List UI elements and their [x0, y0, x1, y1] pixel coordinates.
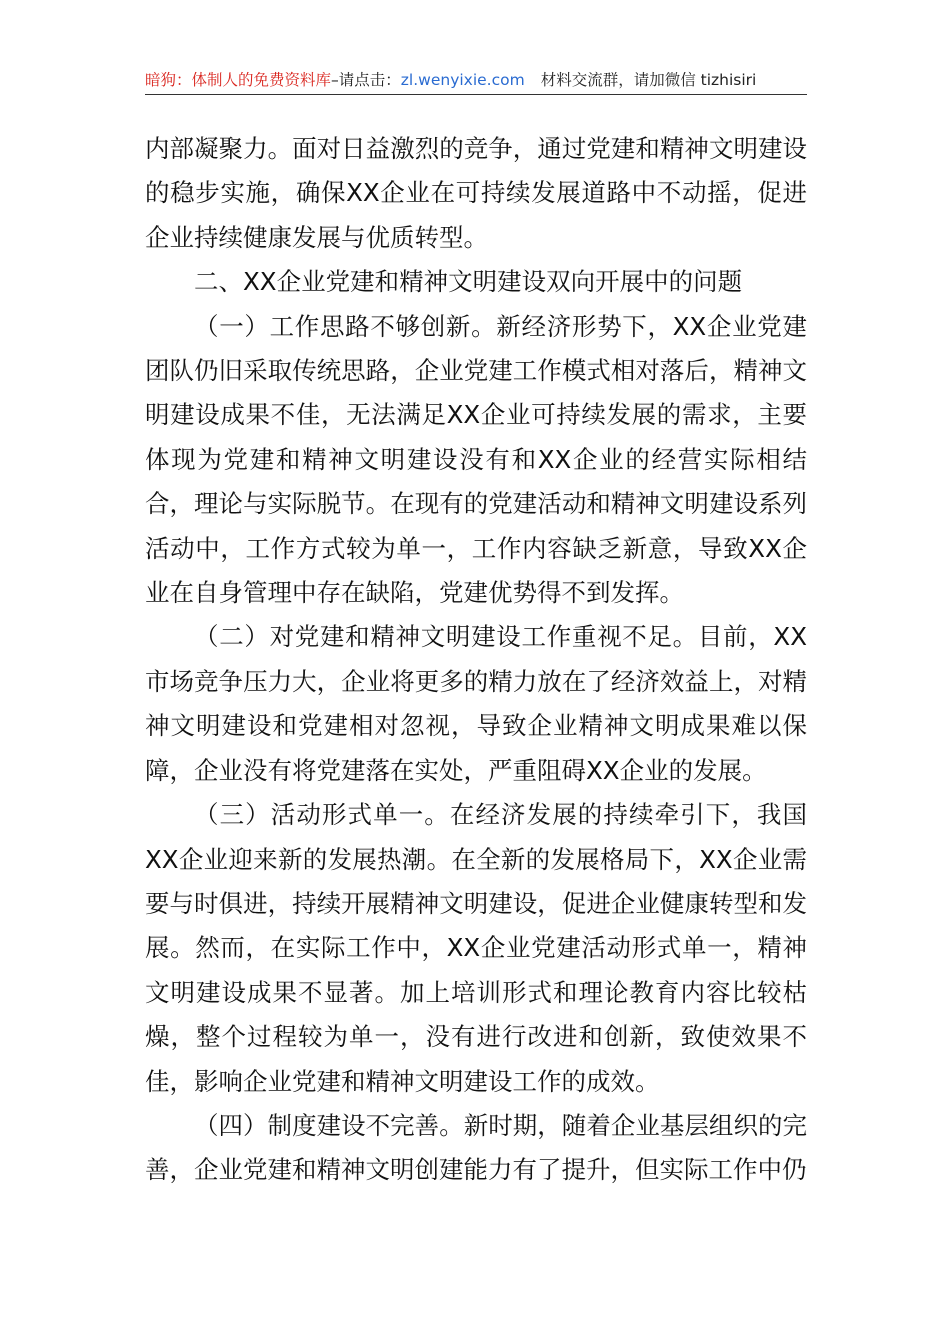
header-cta: –请点击： — [331, 71, 401, 89]
header-group-note: 材料交流群，请加微信 tizhisiri — [540, 71, 757, 89]
page-header — [145, 66, 807, 95]
header-brand: 暗狗：体制人的免费资料库 — [145, 71, 332, 89]
header-url-link[interactable]: zl.wenyixie.com — [400, 71, 525, 89]
paragraph: （三）活动形式单一。在经济发展的持续牵引下，我国XX企业迎来新的发展热潮。在全新的发展格局下，XX企业需要与时俱进，持续开展精神文明建设，促进企业健康转型和发展。然而，在实际工作中，XX企业党建活动形式单一，精神文明建设成果不显著。加上培训形式和理论教育内容比较枯燥，整个过程较为单一，没有进行改进和创新，致使效果不佳，影响企业党建和精神文明建设工作的成效。 — [145, 800, 807, 1096]
paragraph: （二）对党建和精神文明建设工作重视不足。目前，XX市场竞争压力大，企业将更多的精力放在了经济效益上，对精神文明建设和党建相对忽视，导致企业精神文明成果难以保障，企业没有将党建落在实处，严重阻碍XX企业的发展。 — [145, 622, 807, 785]
paragraph: 内部凝聚力。面对日益激烈的竞争，通过党建和精神文明建设的稳步实施，确保XX企业在可持续发展道路中不动摇，促进企业持续健康发展与优质转型。 — [145, 134, 807, 252]
paragraph: （一）工作思路不够创新。新经济形势下，XX企业党建团队仍旧采取传统思路，企业党建工作模式相对落后，精神文明建设成果不佳，无法满足XX企业可持续发展的需求，主要体现为党建和精神文明建设没有和XX企业的经营实际相结合，理论与实际脱节。在现有的党建活动和精神文明建设系列活动中，工作方式较为单一，工作内容缺乏新意，导致XX企业在自身管理中存在缺陷，党建优势得不到发挥。 — [145, 311, 807, 608]
paragraph: （四）制度建设不完善。新时期，随着企业基层组织的完善，企业党建和精神文明创建能力有了提升，但实际工作中仍 — [145, 1110, 807, 1185]
section-heading: 二、XX企业党建和精神文明建设双向开展中的问题 — [194, 267, 743, 297]
document-body — [145, 127, 807, 1193]
